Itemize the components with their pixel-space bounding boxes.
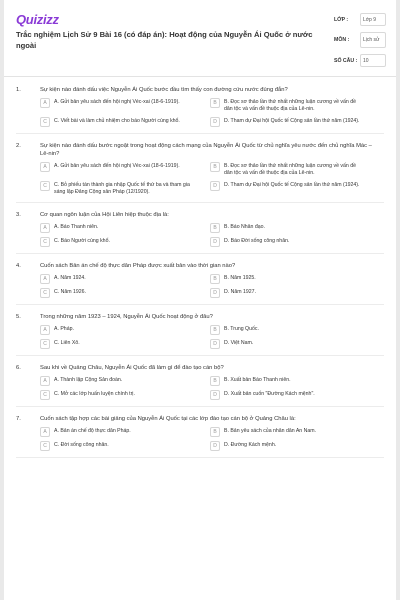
- answer-option[interactable]: [210, 274, 380, 284]
- answer-option[interactable]: [40, 181, 210, 196]
- answer-option[interactable]: [40, 427, 210, 437]
- meta-count-row: [334, 53, 390, 68]
- answer-option[interactable]: [40, 441, 210, 451]
- answer-option[interactable]: [40, 117, 210, 127]
- answer-options: [4, 325, 380, 353]
- answer-text: C. Mở các lớp huấn luyện chính trị.: [54, 391, 135, 397]
- question-header: [4, 86, 396, 94]
- question-number: 2.: [16, 143, 21, 149]
- answer-text: D. Việt Nam.: [224, 340, 254, 346]
- answer-letter-box[interactable]: D: [210, 181, 220, 191]
- answer-letter-box[interactable]: B: [210, 427, 220, 437]
- meta-subject-value: Lịch sử: [360, 32, 386, 48]
- question-text: Cuốn sách tập hợp các bài giảng của Nguyễn Ái Quốc tại các lớp đào tạo cán bộ ở Quảng Châu là:: [40, 416, 296, 422]
- answer-letter-box[interactable]: D: [210, 288, 220, 298]
- meta-class-value: Lớp 9: [360, 13, 386, 26]
- answer-option[interactable]: [40, 98, 210, 113]
- answer-text: C. Năm 1926.: [54, 289, 87, 295]
- answer-option[interactable]: [40, 274, 210, 284]
- answer-text: A. Gửi bản yêu sách đến hội nghị Véc-xai (18-6-1919).: [54, 163, 180, 169]
- answer-letter-box[interactable]: B: [210, 274, 220, 284]
- question-item: [4, 142, 396, 203]
- question-header: [4, 211, 396, 219]
- answer-text: A. Gửi bản yêu sách đến hội nghị Véc-xai (18-6-1919).: [54, 99, 180, 105]
- answer-text: B. Xuất bản Báo Thanh niên.: [224, 377, 291, 383]
- answer-letter-box[interactable]: A: [40, 162, 50, 172]
- answer-text: A. Năm 1924.: [54, 275, 86, 281]
- answer-option[interactable]: [210, 237, 380, 247]
- answer-letter-box[interactable]: D: [210, 390, 220, 400]
- answer-options: [4, 274, 380, 302]
- question-divider: [16, 304, 384, 305]
- question-item: [4, 211, 396, 254]
- answer-options: [4, 223, 380, 251]
- question-header: [4, 364, 396, 372]
- meta-subject-label: MÔN :: [334, 37, 350, 43]
- question-text: Sự kiện nào đánh dấu bước ngoặt trong hoạt động cách mạng của Nguyễn Ái Quốc từ chủ nghĩa yêu nước đến chủ nghĩa Mác – Lê-nin?: [40, 143, 372, 157]
- worksheet-title: Trắc nghiệm Lịch Sử 9 Bài 16 (có đáp án): Hoạt động của Nguyễn Ái Quốc ở nước ngoài: [16, 30, 313, 50]
- answer-text: A. Pháp.: [54, 326, 74, 332]
- answer-option[interactable]: [210, 441, 380, 451]
- answer-text: D. Báo Đời sống công nhân.: [224, 238, 290, 244]
- answer-letter-box[interactable]: A: [40, 325, 50, 335]
- answer-text: D. Xuất bản cuốn "Đường Kách mệnh".: [224, 391, 315, 397]
- answer-letter-box[interactable]: D: [210, 117, 220, 127]
- question-header: [4, 415, 396, 423]
- answer-text: A. Thành lập Cộng Sản đoàn.: [54, 377, 123, 383]
- question-number: 5.: [16, 314, 21, 320]
- question-divider: [16, 457, 384, 458]
- answer-letter-box[interactable]: A: [40, 427, 50, 437]
- question-item: [4, 364, 396, 407]
- answer-letter-box[interactable]: C: [40, 117, 50, 127]
- meta-class-row: [334, 12, 390, 27]
- answer-option[interactable]: [210, 325, 380, 335]
- meta-count-value: 10: [360, 54, 386, 67]
- answer-letter-box[interactable]: C: [40, 390, 50, 400]
- answer-text: D. Năm 1927.: [224, 289, 257, 295]
- answer-option[interactable]: [210, 288, 380, 298]
- answer-text: C. Đời sống công nhân.: [54, 442, 109, 448]
- answer-letter-box[interactable]: A: [40, 98, 50, 108]
- question-list: [4, 86, 396, 466]
- question-text: Sau khi về Quảng Châu, Nguyễn Ái Quốc đã làm gì để đào tạo cán bộ?: [40, 365, 224, 371]
- question-divider: [16, 406, 384, 407]
- answer-option[interactable]: [210, 390, 380, 400]
- answer-option[interactable]: [210, 376, 380, 386]
- answer-text: B. Báo Nhân đạo.: [224, 224, 265, 230]
- answer-letter-box[interactable]: C: [40, 288, 50, 298]
- question-item: [4, 313, 396, 356]
- question-number: 6.: [16, 365, 21, 371]
- answer-options: [4, 427, 380, 455]
- question-divider: [16, 202, 384, 203]
- answer-text: B. Năm 1925.: [224, 275, 256, 281]
- answer-option[interactable]: [40, 339, 210, 349]
- answer-options: [4, 162, 380, 200]
- answer-option[interactable]: [40, 376, 210, 386]
- question-text: Trong những năm 1923 – 1924, Nguyễn Ái Quốc hoạt động ở đâu?: [40, 314, 213, 320]
- question-divider: [16, 253, 384, 254]
- answer-option[interactable]: [210, 427, 380, 437]
- question-number: 7.: [16, 416, 21, 422]
- question-divider: [16, 133, 384, 134]
- answer-option[interactable]: [210, 223, 380, 233]
- question-item: [4, 415, 396, 458]
- answer-text: C. Liên Xô.: [54, 340, 80, 346]
- answer-option[interactable]: [210, 162, 380, 177]
- answer-option[interactable]: [210, 117, 380, 127]
- answer-letter-box[interactable]: D: [210, 237, 220, 247]
- question-item: [4, 262, 396, 305]
- answer-letter-box[interactable]: C: [40, 181, 50, 191]
- answer-option[interactable]: [40, 162, 210, 177]
- answer-text: B. Đọc sơ thảo lần thứ nhất những luận cương về vấn đề dân tộc và vấn đề thuộc địa của Lê-nin.: [224, 99, 357, 112]
- answer-option[interactable]: [210, 339, 380, 349]
- answer-text: D. Tham dự Đại hội Quốc tế Cộng sản lần thứ năm (1924).: [224, 118, 360, 124]
- answer-letter-box[interactable]: B: [210, 325, 220, 335]
- question-divider: [16, 355, 384, 356]
- answer-option[interactable]: [210, 98, 380, 113]
- answer-letter-box[interactable]: C: [40, 339, 50, 349]
- answer-letter-box[interactable]: C: [40, 237, 50, 247]
- answer-text: A. Báo Thanh niên.: [54, 224, 99, 230]
- answer-letter-box[interactable]: A: [40, 376, 50, 386]
- answer-letter-box[interactable]: B: [210, 162, 220, 172]
- meta-subject-row: [334, 31, 390, 49]
- answer-text: C. Bỏ phiếu tán thành gia nhập Quốc tế thứ ba và tham gia sáng lập Đảng Cộng sản Pháp (12/1920).: [54, 182, 190, 195]
- answer-text: C. Viết bài và làm chủ nhiệm cho báo Người cùng khổ.: [54, 118, 180, 124]
- meta-class-label: LỚP :: [334, 16, 349, 23]
- worksheet-header: [4, 0, 396, 77]
- answer-options: [4, 376, 380, 404]
- answer-text: A. Bản án chế độ thực dân Pháp.: [54, 428, 131, 434]
- meta-count-label: SỐ CÂU :: [334, 57, 358, 64]
- answer-option[interactable]: [40, 223, 210, 233]
- answer-letter-box[interactable]: A: [40, 223, 50, 233]
- question-item: [4, 86, 396, 134]
- answer-letter-box[interactable]: B: [210, 98, 220, 108]
- answer-letter-box[interactable]: B: [210, 223, 220, 233]
- answer-option[interactable]: [40, 325, 210, 335]
- answer-text: B. Bản yêu sách của nhân dân An Nam.: [224, 428, 316, 434]
- question-number: 4.: [16, 263, 21, 269]
- answer-text: C. Báo Người cùng khổ.: [54, 238, 110, 244]
- answer-options: [4, 98, 380, 131]
- answer-letter-box[interactable]: C: [40, 441, 50, 451]
- quizizz-logo: Quizizz: [16, 12, 59, 27]
- worksheet-page: [4, 0, 396, 600]
- answer-letter-box[interactable]: D: [210, 441, 220, 451]
- answer-text: B. Trung Quốc.: [224, 326, 259, 332]
- question-header: [4, 313, 396, 321]
- question-text: Sự kiện nào đánh dấu việc Nguyễn Ái Quốc bước đầu tìm thấy con đường cứu nước đúng đắn?: [40, 87, 288, 93]
- answer-option[interactable]: [40, 390, 210, 400]
- question-header: [4, 142, 396, 158]
- answer-option[interactable]: [40, 237, 210, 247]
- question-number: 1.: [16, 87, 21, 93]
- answer-text: B. Đọc sơ thảo lần thứ nhất những luận cương về vấn đề dân tộc và vấn đề thuộc địa của Lê-nin.: [224, 163, 357, 176]
- answer-text: D. Tham dự Đại hội Quốc tế Cộng sản lần thứ năm (1924).: [224, 182, 360, 188]
- question-header: [4, 262, 396, 270]
- answer-option[interactable]: [40, 288, 210, 298]
- worksheet-meta: [334, 12, 390, 72]
- question-text: Cuốn sách Bản án chế độ thực dân Pháp được xuất bản vào thời gian nào?: [40, 263, 236, 269]
- question-number: 3.: [16, 212, 21, 218]
- answer-letter-box[interactable]: A: [40, 274, 50, 284]
- question-text: Cơ quan ngôn luận của Hội Liên hiệp thuộc địa là:: [40, 212, 169, 218]
- answer-letter-box[interactable]: D: [210, 339, 220, 349]
- answer-option[interactable]: [210, 181, 380, 196]
- answer-letter-box[interactable]: B: [210, 376, 220, 386]
- answer-text: D. Đường Kách mệnh.: [224, 442, 277, 448]
